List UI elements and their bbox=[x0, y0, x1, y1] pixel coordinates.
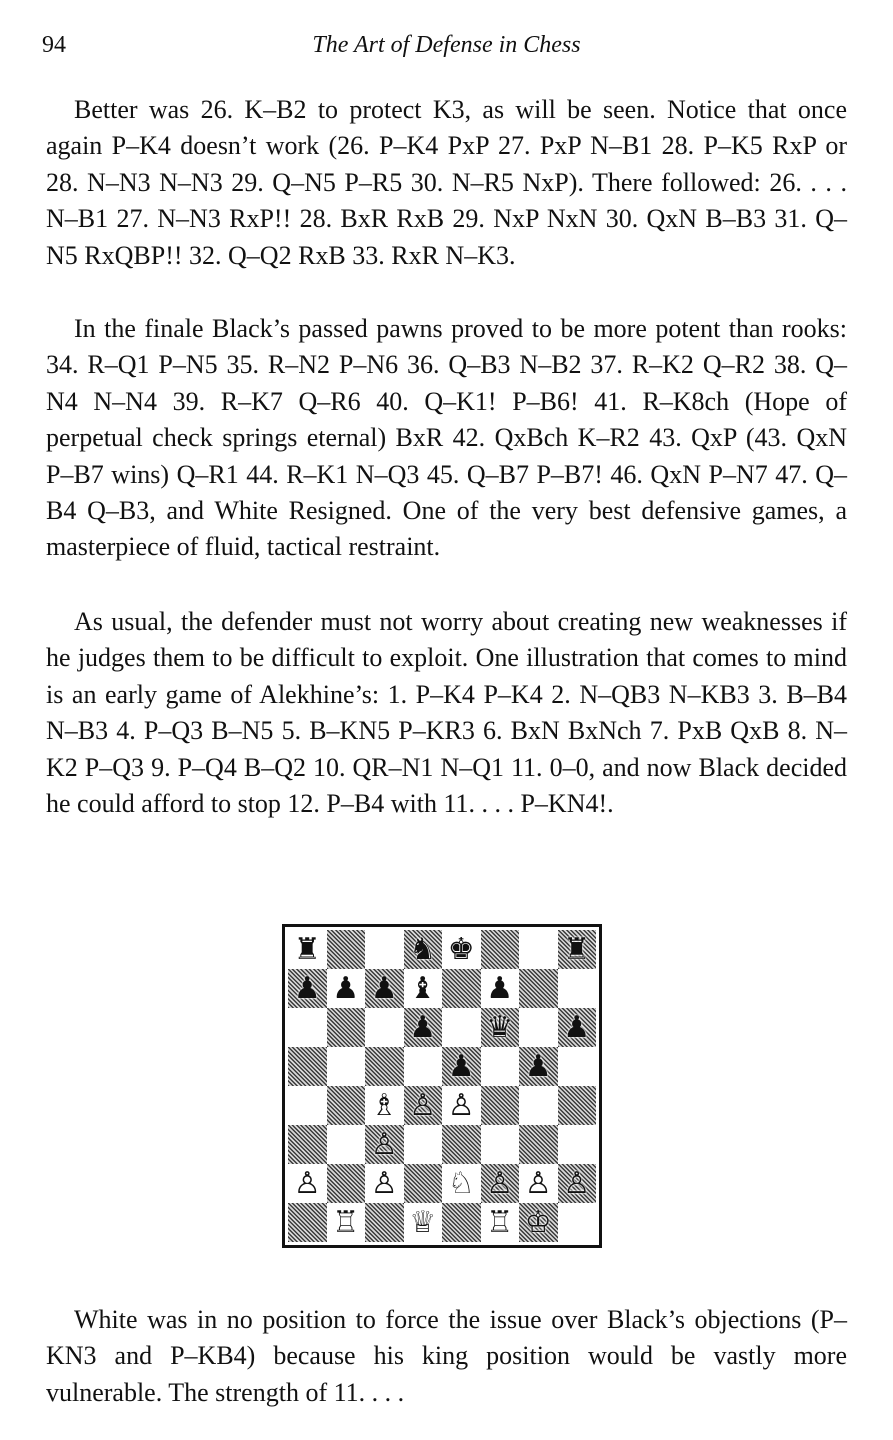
chess-piece: ♟ bbox=[563, 1009, 591, 1045]
square-f6 bbox=[481, 1008, 520, 1047]
square-e8 bbox=[442, 930, 481, 969]
square-g5 bbox=[519, 1047, 558, 1086]
square-d5 bbox=[404, 1047, 443, 1086]
chess-piece: ♘ bbox=[447, 1165, 475, 1201]
chess-diagram bbox=[282, 924, 602, 1248]
chess-piece: ♙ bbox=[370, 1165, 398, 1201]
chess-piece: ♞ bbox=[409, 931, 437, 967]
square-g6 bbox=[519, 1008, 558, 1047]
square-a8 bbox=[288, 930, 327, 969]
square-g8 bbox=[519, 930, 558, 969]
chess-piece: ♗ bbox=[370, 1087, 398, 1123]
paragraph-1: Better was 26. K–B2 to protect K3, as will be seen. Notice that once again P–K4 doesn’t work (26. P–K4 PxP 27. PxP N–B1 28. P–K5 RxP or 28. N–N3 N–N3 29. Q–N5 P–R5 30. N–R5 NxP). There followed: 26. . . . N–B1 27. N–N3 RxP!! 28. BxR RxB 29. NxP NxN 30. QxN B–B3 31. Q–N5 RxQBP!! 32. Q–Q2 RxB 33. RxR N–K3. bbox=[46, 95, 847, 270]
square-h2 bbox=[558, 1164, 597, 1203]
chess-piece: ♟ bbox=[370, 970, 398, 1006]
chess-piece: ♖ bbox=[486, 1204, 514, 1240]
square-f3 bbox=[481, 1125, 520, 1164]
square-b1 bbox=[327, 1203, 366, 1242]
chess-piece: ♜ bbox=[293, 931, 321, 967]
chess-piece: ♙ bbox=[447, 1087, 475, 1123]
square-c1 bbox=[365, 1203, 404, 1242]
square-h6 bbox=[558, 1008, 597, 1047]
square-f1 bbox=[481, 1203, 520, 1242]
square-b8 bbox=[327, 930, 366, 969]
chess-piece: ♙ bbox=[293, 1165, 321, 1201]
square-e6 bbox=[442, 1008, 481, 1047]
square-e3 bbox=[442, 1125, 481, 1164]
square-h4 bbox=[558, 1086, 597, 1125]
chess-board bbox=[288, 930, 596, 1242]
chess-piece: ♟ bbox=[293, 970, 321, 1006]
square-a5 bbox=[288, 1047, 327, 1086]
square-g2 bbox=[519, 1164, 558, 1203]
square-h5 bbox=[558, 1047, 597, 1086]
square-b4 bbox=[327, 1086, 366, 1125]
chess-piece: ♝ bbox=[409, 970, 437, 1006]
square-a2 bbox=[288, 1164, 327, 1203]
paragraph-2: In the finale Black’s passed pawns proved to be more potent than rooks: 34. R–Q1 P–N5 35. R–N2 P–N6 36. Q–B3 N–B2 37. R–K2 Q–R2 38. Q–N4 N–N4 39. R–K7 Q–R6 40. Q–K1! P–B6! 41. R–K8ch (Hope of perpetual check springs eternal) BxR 42. QxBch K–R2 43. QxP (43. QxN P–B7 wins) Q–R1 44. R–K1 N–Q3 45. Q–B7 P–B7! 46. QxN P–N7 47. Q–B4 Q–B3, and White Resigned. One of the very best defensive games, a masterpiece of fluid, tactical restraint. bbox=[46, 314, 847, 562]
chess-piece: ♟ bbox=[409, 1009, 437, 1045]
chess-piece: ♙ bbox=[524, 1165, 552, 1201]
chess-piece: ♕ bbox=[409, 1204, 437, 1240]
chess-piece: ♙ bbox=[370, 1126, 398, 1162]
square-f8 bbox=[481, 930, 520, 969]
square-e2 bbox=[442, 1164, 481, 1203]
square-a4 bbox=[288, 1086, 327, 1125]
square-a6 bbox=[288, 1008, 327, 1047]
square-e1 bbox=[442, 1203, 481, 1242]
square-c5 bbox=[365, 1047, 404, 1086]
square-f2 bbox=[481, 1164, 520, 1203]
square-g4 bbox=[519, 1086, 558, 1125]
chess-piece: ♙ bbox=[486, 1165, 514, 1201]
square-d6 bbox=[404, 1008, 443, 1047]
paragraph-4: White was in no position to force the issue over Black’s objections (P–KN3 and P–KB4) because his king position would be vastly more vulnerable. The strength of 11. . . . bbox=[46, 1305, 847, 1407]
square-a3 bbox=[288, 1125, 327, 1164]
chess-piece: ♚ bbox=[447, 931, 475, 967]
square-c3 bbox=[365, 1125, 404, 1164]
square-e4 bbox=[442, 1086, 481, 1125]
square-a1 bbox=[288, 1203, 327, 1242]
chess-piece: ♟ bbox=[332, 970, 360, 1006]
running-title: The Art of Defense in Chess bbox=[312, 32, 581, 58]
chess-piece: ♟ bbox=[486, 970, 514, 1006]
square-d8 bbox=[404, 930, 443, 969]
paragraph-3: As usual, the defender must not worry about creating new weaknesses if he judges them to be difficult to exploit. One illustration that comes to mind is an early game of Alekhine’s: 1. P–K4 P–K4 2. N–QB3 N–KB3 3. B–B4 N–B3 4. P–Q3 B–N5 5. B–KN5 P–KR3 6. BxN BxNch 7. PxB QxB 8. N–K2 P–Q3 9. P–Q4 B–Q2 10. QR–N1 N–Q1 11. 0–0, and now Black decided he could afford to stop 12. P–B4 with 11. . . . P–KN4!. bbox=[46, 607, 847, 819]
square-f5 bbox=[481, 1047, 520, 1086]
square-c2 bbox=[365, 1164, 404, 1203]
square-g1 bbox=[519, 1203, 558, 1242]
square-f7 bbox=[481, 969, 520, 1008]
square-h1 bbox=[558, 1203, 597, 1242]
square-b7 bbox=[327, 969, 366, 1008]
square-b6 bbox=[327, 1008, 366, 1047]
square-g3 bbox=[519, 1125, 558, 1164]
square-b3 bbox=[327, 1125, 366, 1164]
chess-piece: ♙ bbox=[563, 1165, 591, 1201]
square-c6 bbox=[365, 1008, 404, 1047]
chess-piece: ♔ bbox=[524, 1204, 552, 1240]
chess-piece: ♟ bbox=[524, 1048, 552, 1084]
square-c8 bbox=[365, 930, 404, 969]
page-header bbox=[42, 32, 851, 66]
square-e7 bbox=[442, 969, 481, 1008]
square-e5 bbox=[442, 1047, 481, 1086]
square-d3 bbox=[404, 1125, 443, 1164]
chess-piece: ♖ bbox=[332, 1204, 360, 1240]
square-c4 bbox=[365, 1086, 404, 1125]
square-d1 bbox=[404, 1203, 443, 1242]
page-number: 94 bbox=[42, 32, 66, 58]
square-d7 bbox=[404, 969, 443, 1008]
square-c7 bbox=[365, 969, 404, 1008]
square-g7 bbox=[519, 969, 558, 1008]
chess-piece: ♜ bbox=[563, 931, 591, 967]
square-d4 bbox=[404, 1086, 443, 1125]
square-b2 bbox=[327, 1164, 366, 1203]
chess-piece: ♛ bbox=[486, 1009, 514, 1045]
square-h7 bbox=[558, 969, 597, 1008]
square-d2 bbox=[404, 1164, 443, 1203]
chess-piece: ♙ bbox=[409, 1087, 437, 1123]
square-h3 bbox=[558, 1125, 597, 1164]
square-f4 bbox=[481, 1086, 520, 1125]
square-a7 bbox=[288, 969, 327, 1008]
square-b5 bbox=[327, 1047, 366, 1086]
chess-piece: ♟ bbox=[447, 1048, 475, 1084]
square-h8 bbox=[558, 930, 597, 969]
